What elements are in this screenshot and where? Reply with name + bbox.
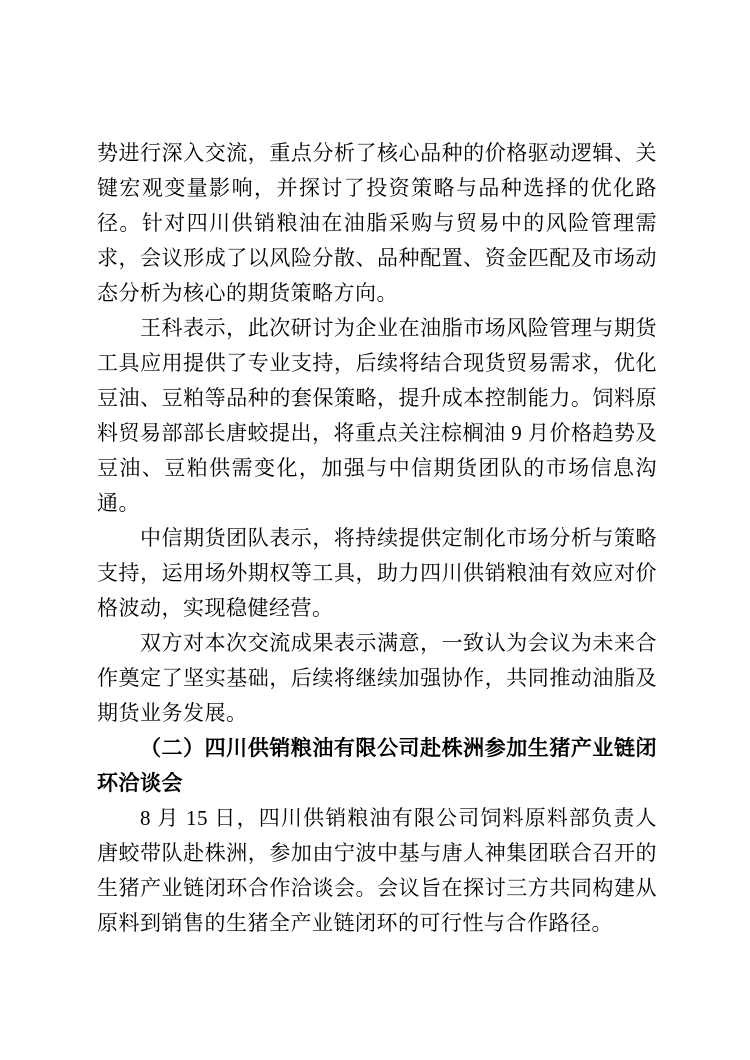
paragraph-zhuzhou-meeting-body: 8 月 15 日，四川供销粮油有限公司饲料原料部负责人唐蛟带队赴株洲，参加由宁波中基与唐人神集团联合召开的生猪产业链闭环合作洽谈会。会议旨在探讨三方共同构建从原料到销售的生猪全产业链闭环的可行性与合作路径。: [97, 806, 657, 935]
paragraph-citic-futures-statement: 中信期货团队表示，将持续提供定制化市场分析与策略支持，运用场外期权等工具，助力四川供销粮油有效应对价格波动，实现稳健经营。: [97, 526, 657, 620]
paragraph-meeting-conclusion: 双方对本次交流成果表示满意，一致认为会议为未来合作奠定了坚实基础，后续将继续加强协作，共同推动油脂及期货业务发展。: [97, 631, 657, 725]
paragraph-wangke-statement: 王科表示，此次研讨为企业在油脂市场风险管理与期货工具应用提供了专业支持，后续将结合现货贸易需求，优化豆油、豆粕等品种的套保策略，提升成本控制能力。饲料原料贸易部部长唐蛟提出，将重点关注棕榈油 9 月价格趋势及豆油、豆粕供需变化，加强与中信期货团队的市场信息沟通。: [97, 316, 657, 515]
paragraph-continuation: 势进行深入交流，重点分析了核心品种的价格驱动逻辑、关键宏观变量影响，并探讨了投资策略与品种选择的优化路径。针对四川供销粮油在油脂采购与贸易中的风险管理需求，会议形成了以风险分散、品种配置、资金匹配及市场动态分析为核心的期货策略方向。: [97, 141, 657, 305]
section-heading-zhuzhou-meeting: （二）四川供销粮油有限公司赴株洲参加生猪产业链闭环洽谈会: [97, 736, 657, 795]
